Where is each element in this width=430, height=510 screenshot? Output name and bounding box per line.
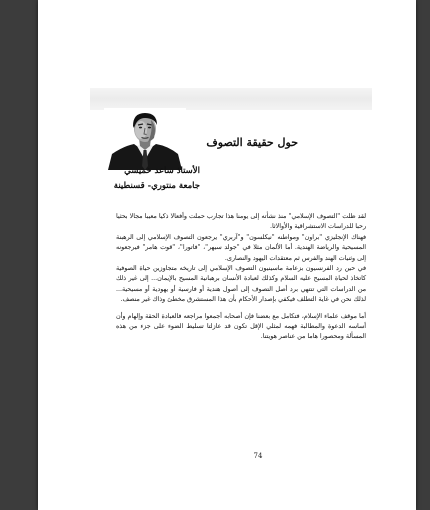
page-number: 74: [253, 452, 263, 460]
author-name: الأستاذ ساعد خميسي: [124, 166, 200, 176]
author-portrait: [104, 108, 186, 170]
paragraph-3: في حين رد الفرنسيون بزعامة ماسينيون التصوف الإسلامي إلى تاريخه متجاوزين حياة الصوفية كاتخاذ لحياة المسيح عليه السلام وكذلك لعبادة الأنسان برهبانية المسيح بالإيمان... إلى غير ذلك من الدراسات التي تنتهي برد أصل التصوف إلى أصول هندية أو فارسية أو يهودية أو مسيحية... لذلك نحن في غاية التطلف فيكفي بإصدار الأحكام بأن هذا المستشرق مخطئ وذاك غير منصف.: [116, 265, 366, 304]
paragraph-1: لقد ظلت "التصوف الإسلامي" منذ نشأته إلى يومنا هذا تجارب حملت وأفعالا ذكيا معيبا مجالا بحثيا رحبا للدراسات الاستشراقية والأوالاثا.: [116, 213, 366, 231]
document-page: [38, 0, 416, 510]
author-affiliation: جامعة منتوري- قسنطينة: [113, 181, 200, 191]
paragraph-4: أما موقف علماء الإسلام، فتكامل مع بعضنا فإن أصحابه أجمعوا مراجعه فالعبادة الحقة وإلهام وأن أساسه الدعوة والمطالبة فهمه لمثلي الإقل تكون قد عازلتا تسليط الضوء على جزء من هذه المسألة ومحصورا هاما من عناصر هويتنا.: [116, 312, 366, 341]
author-portrait-graphic: [104, 108, 186, 170]
paragraph-2: فهناك الإنجليزي "براون" ومواطنه "نيكلسون" و"آربري" يرجعون التصوف الإسلامي إلى الرهبنة المسيحية والرياضة الهندية. أما الألمان مثلا في "جولد سيهر"، "فاتورا"، "قوت هامر" فيرجعونه إلى وثنيات الهند والفرس ثم معتقدات اليهود والنصارى.: [116, 233, 366, 262]
article-body: [116, 212, 366, 343]
scan-artifact-band: [90, 88, 372, 110]
article-title: حول حقيقة التصوف: [206, 136, 298, 149]
